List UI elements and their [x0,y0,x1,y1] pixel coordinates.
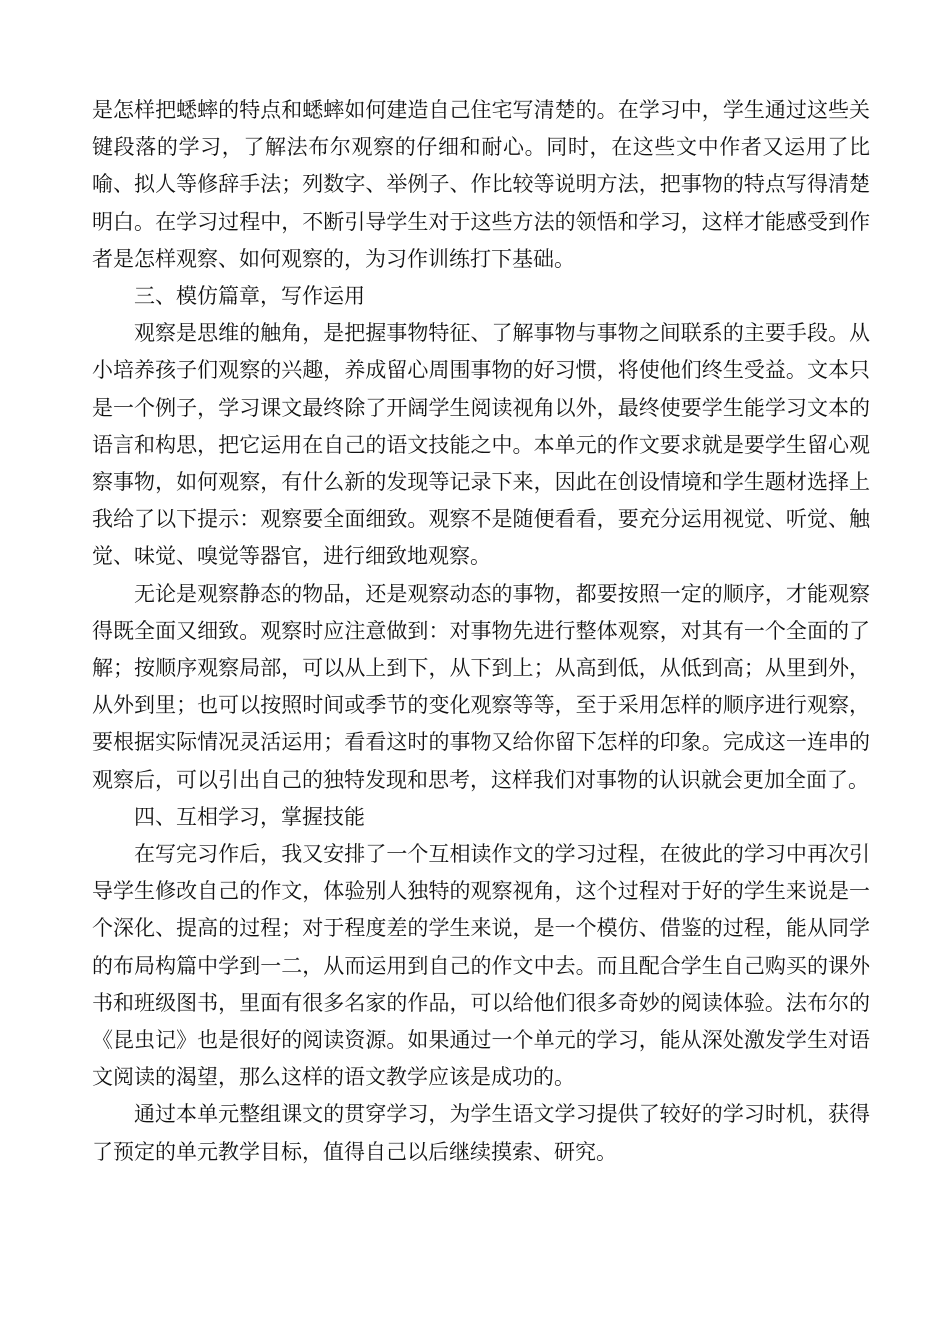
paragraph-mutual-learning: 在写完习作后，我又安排了一个互相读作文的学习过程，在彼此的学习中再次引导学生修改自己的作文，体验别人独特的观察视角，这个过程对于好的学生来说是一个深化、提高的过程；对于程度差的学生来说，是一个模仿、借鉴的过程，能从同学的布局构篇中学到一二，从而运用到自己的作文中去。而且配合学生自己购买的课外书和班级图书，里面有很多名家的作品，可以给他们很多奇妙的阅读体验。法布尔的《昆虫记》也是很好的阅读资源。如果通过一个单元的学习，能从深处激发学生对语文阅读的渴望，那么这样的语文教学应该是成功的。 [92,842,870,1090]
paragraph-observation-order: 无论是观察静态的物品，还是观察动态的事物，都要按照一定的顺序，才能观察得既全面又细致。观察时应注意做到：对事物先进行整体观察，对其有一个全面的了解；按顺序观察局部，可以从上到下，从下到上；从高到低，从低到高；从里到外，从外到里；也可以按照时间或季节的变化观察等等，至于采用怎样的顺序进行观察，要根据实际情况灵活运用；看看这时的事物又给你留下怎样的印象。完成这一连串的观察后，可以引出自己的独特发现和思考，这样我们对事物的认识就会更加全面了。 [92,581,870,792]
section-heading-4: 四、互相学习，掌握技能 [134,804,365,829]
section-heading-3: 三、模仿篇章，写作运用 [134,284,365,309]
paragraph-observation: 观察是思维的触角，是把握事物特征、了解事物与事物之间联系的主要手段。从小培养孩子们观察的兴趣，养成留心周围事物的好习惯，将使他们终生受益。文本只是一个例子，学习课文最终除了开阔学生阅读视角以外，最终使要学生能学习文本的语言和构思，把它运用在自己的语文技能之中。本单元的作文要求就是要学生留心观察事物，如何观察，有什么新的发现等记录下来，因此在创设情境和学生题材选择上我给了以下提示：观察要全面细致。观察不是随便看看，要充分运用视觉、听觉、触觉、味觉、嗅觉等器官，进行细致地观察。 [92,321,870,569]
paragraph-continuation: 是怎样把蟋蟀的特点和蟋蟀如何建造自己住宅写清楚的。在学习中，学生通过这些关键段落的学习，了解法布尔观察的仔细和耐心。同时，在这些文中作者又运用了比喻、拟人等修辞手法；列数字、举例子、作比较等说明方法，把事物的特点写得清楚明白。在学习过程中，不断引导学生对于这些方法的领悟和学习，这样才能感受到作者是怎样观察、如何观察的，为习作训练打下基础。 [92,98,870,271]
document-page [92,92,870,1171]
paragraph-conclusion: 通过本单元整组课文的贯穿学习，为学生语文学习提供了较好的学习时机，获得了预定的单元教学目标，值得自己以后继续摸索、研究。 [92,1102,870,1164]
